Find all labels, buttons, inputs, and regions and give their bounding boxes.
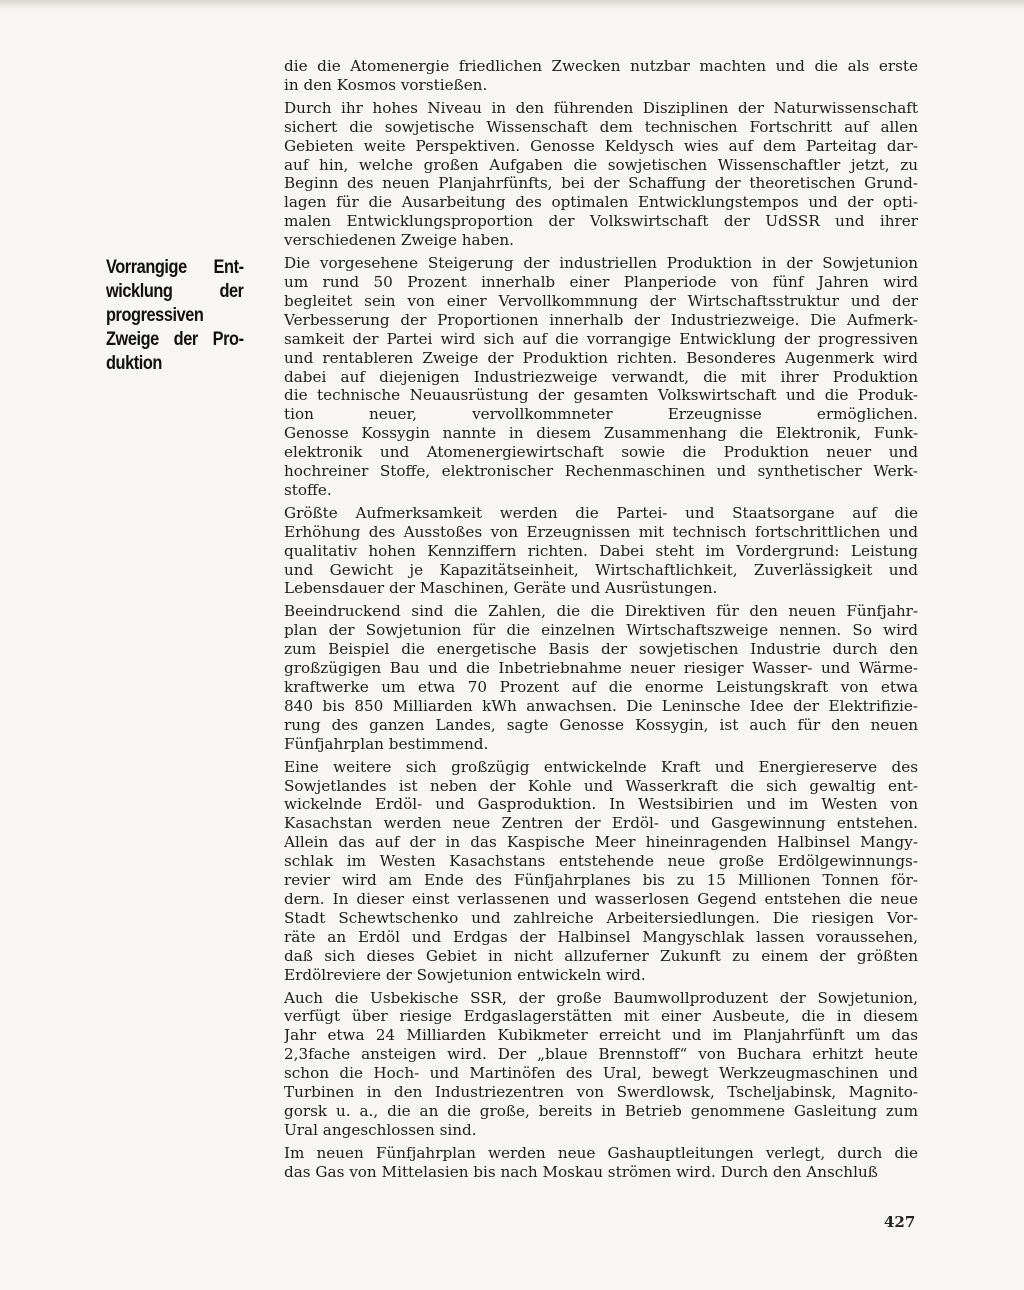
text-line: daß sich dieses Gebiet in nicht allzuferner Zukunft zu einem der größten — [284, 946, 918, 965]
text-line: kraftwerke um etwa 70 Prozent auf die enorme Leistungskraft von etwa — [284, 678, 918, 696]
text-line: Lebensdauer der Maschinen, Geräte und Ausrüstungen. — [284, 579, 718, 598]
text-line: revier wird am Ende des Fünfjahrplanes bis zu 15 Millionen Tonnen för- — [284, 871, 918, 890]
text-line: auf hin, welche großen Aufgaben die sowjetischen Wissenschaftler jetzt, zu — [284, 155, 918, 174]
text-line: Erhöhung des Ausstoßes von Erzeugnissen mit technisch fortschrittlichen und — [284, 522, 918, 541]
paragraph — [284, 989, 918, 1140]
text-line: Turbinen in den Industriezentren von Swerdlowsk, Tscheljabinsk, Magnito- — [284, 1083, 918, 1102]
margin-heading-line: progressiven — [106, 305, 204, 326]
text-line: Auch die Usbekische SSR, der große Baumwollproduzent der Sowjetunion, — [284, 988, 918, 1007]
text-line: zum Beispiel die energetische Basis der sowjetischen Industrie durch den — [284, 640, 918, 659]
text-line: räte an Erdöl und Erdgas der Halbinsel Mangyschlak lassen voraussehen, — [284, 927, 918, 946]
text-line: Jahr etwa 24 Milliarden Kubikmeter erreicht und im Planjahrfünft um das — [284, 1026, 918, 1045]
text-line: schlak im Westen Kasachstans entstehende neue große Erdölgewinnungs- — [284, 852, 918, 871]
text-line: und Gewicht je Kapazitätseinheit, Wirtschaftlichkeit, Zuverlässigkeit und — [284, 560, 918, 579]
paragraph — [284, 602, 918, 753]
text-line: das Gas von Mittelasien bis nach Moskau strömen wird. Durch den Anschluß — [284, 1162, 878, 1181]
text-line: Gebieten weite Perspektiven. Genosse Keldysch wies auf dem Parteitag dar- — [284, 136, 918, 155]
text-line: 2,3fache ansteigen wird. Der „blaue Brennstoff“ von Buchara erhitzt heute — [284, 1045, 918, 1064]
text-line: Durch ihr hohes Niveau in den führenden Disziplinen der Naturwissenschaft — [284, 98, 918, 117]
text-line: rung des ganzen Landes, sagte Genosse Kossygin, ist auch für den neuen — [284, 715, 918, 734]
text-line: Beeindruckend sind die Zahlen, die die Direktiven für den neuen Fünfjahr- — [284, 602, 918, 621]
margin-heading-line: Vorrangige Ent- — [106, 257, 244, 278]
text-line: Allein das auf der in das Kaspische Meer hineinragenden Halbinsel Mangy- — [284, 833, 918, 852]
text-line: Fünfjahrplan bestimmend. — [284, 734, 489, 753]
text-line: großzügigen Bau und die Inbetriebnahme neuer riesiger Wasser- und Wärme- — [284, 659, 918, 678]
paragraph — [284, 758, 918, 985]
text-line: tion neuer, vervollkommneter Erzeugnisse ermöglichen. — [284, 405, 918, 424]
text-line: begleitet sein von einer Vervollkommnung der Wirtschaftsstruktur und der — [284, 291, 918, 310]
paragraph — [284, 504, 918, 599]
text-line: Ural angeschlossen sind. — [284, 1120, 477, 1139]
text-line: dern. In dieser einst verlassenen und wasserlosen Gegend entstehen die neue — [284, 889, 918, 908]
text-line: plan der Sowjetunion für die einzelnen Wirtschaftszweige nennen. So wird — [284, 621, 918, 640]
top-edge-shadow — [0, 0, 1024, 10]
paragraph — [284, 57, 918, 95]
text-line: gorsk u. a., die an die große, bereits in Betrieb genommene Gasleitung zum — [284, 1101, 918, 1120]
text-line: und rentableren Zweige der Produktion richten. Besonderes Augenmerk wird — [284, 348, 918, 367]
text-line: wickelnde Erdöl- und Gasproduktion. In Westsibirien und im Westen von — [284, 795, 918, 814]
text-line: die technische Neuausrüstung der gesamten Volkswirtschaft und die Produk- — [284, 386, 918, 405]
body-text-column — [284, 57, 918, 1186]
margin-heading-line: duktion — [106, 353, 162, 374]
text-line: in den Kosmos vorstießen. — [284, 75, 488, 94]
paragraph — [284, 99, 918, 250]
margin-heading — [106, 256, 244, 376]
margin-heading-line: Zweige der Pro- — [106, 329, 244, 350]
text-line: samkeit der Partei wird sich auf die vorrangige Entwicklung der progressiven — [284, 329, 918, 348]
text-line: qualitativ hohen Kennziffern richten. Dabei steht im Vordergrund: Leistung — [284, 541, 918, 560]
text-line: Größte Aufmerksamkeit werden die Partei- und Staatsorgane auf die — [284, 503, 918, 522]
text-line: Stadt Schewtschenko und zahlreiche Arbeitersiedlungen. Die riesigen Vor- — [284, 908, 918, 927]
text-line: lagen für die Ausarbeitung des optimalen Entwicklungstempos und der opti- — [284, 193, 918, 212]
text-line: die die Atomenergie friedlichen Zwecken nutzbar machten und die als erste — [284, 57, 918, 75]
text-line: schon die Hoch- und Martinöfen des Ural, bewegt Werkzeugmaschinen und — [284, 1064, 918, 1083]
text-line: um rund 50 Prozent innerhalb einer Planperiode von fünf Jahren wird — [284, 272, 918, 291]
text-line: verfügt über riesige Erdgaslagerstätten mit einer Ausbeute, die in diesem — [284, 1007, 918, 1026]
text-line: dabei auf diejenigen Industriezweige verwandt, die mit ihrer Produktion — [284, 367, 918, 386]
text-line: hochreiner Stoffe, elektronischer Rechenmaschinen und synthetischer Werk- — [284, 462, 918, 481]
text-line: 840 bis 850 Milliarden kWh anwachsen. Die Leninsche Idee der Elektrifizie- — [284, 696, 918, 715]
text-line: malen Entwicklungsproportion der Volkswirtschaft der UdSSR und ihrer — [284, 212, 918, 231]
text-line: Die vorgesehene Steigerung der industriellen Produktion in der Sowjetunion — [284, 254, 918, 273]
text-line: elektronik und Atomenergiewirtschaft sowie die Produktion neuer und — [284, 443, 918, 462]
text-line: stoffe. — [284, 480, 332, 499]
page-number: 427 — [884, 1213, 916, 1231]
text-line: Eine weitere sich großzügig entwickelnde Kraft und Energiereserve des — [284, 757, 918, 776]
paragraph — [284, 1144, 918, 1182]
text-line: Kasachstan werden neue Zentren der Erdöl- und Gasgewinnung entstehen. — [284, 814, 918, 833]
text-line: Im neuen Fünfjahrplan werden neue Gashauptleitungen verlegt, durch die — [284, 1143, 918, 1162]
paragraph — [284, 254, 918, 500]
text-line: verschiedenen Zweige haben. — [284, 231, 514, 250]
text-line: Beginn des neuen Planjahrfünfts, bei der Schaffung der theoretischen Grund- — [284, 174, 918, 193]
text-line: Verbesserung der Proportionen innerhalb der Industriezweige. Die Aufmerk- — [284, 310, 918, 329]
margin-heading-line: wicklung der — [106, 281, 244, 302]
text-line: sichert die sowjetische Wissenschaft dem technischen Fortschritt auf allen — [284, 117, 918, 136]
text-line: Erdölreviere der Sowjetunion entwickeln wird. — [284, 965, 646, 984]
text-line: Genosse Kossygin nannte in diesem Zusammenhang die Elektronik, Funk- — [284, 424, 918, 443]
text-line: Sowjetlandes ist neben der Kohle und Wasserkraft die sich gewaltig ent- — [284, 776, 918, 795]
